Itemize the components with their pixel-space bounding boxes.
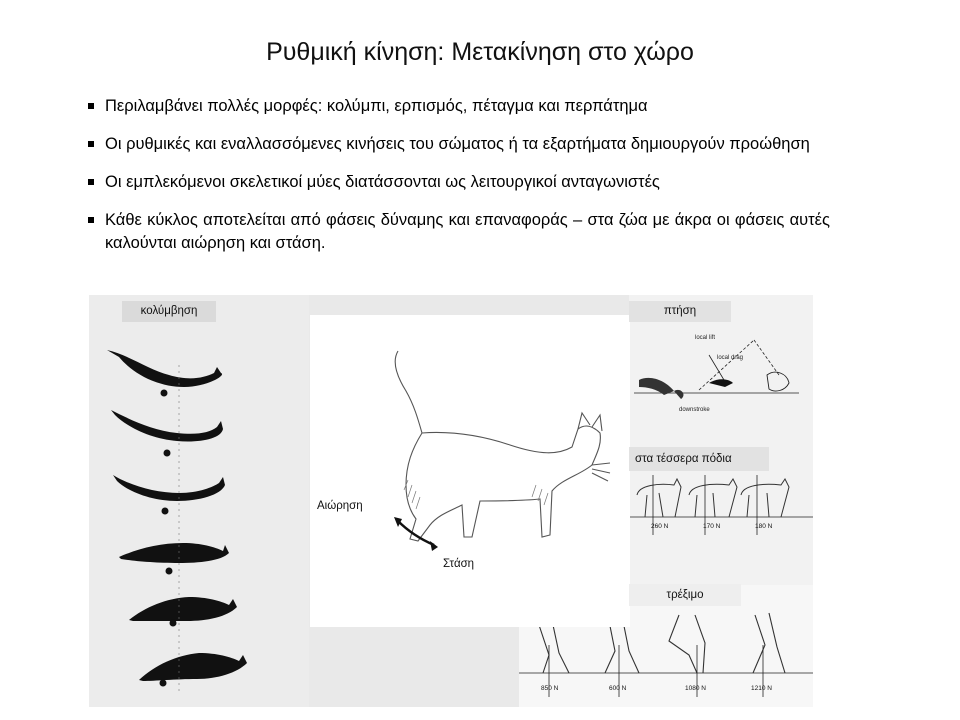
force-label: 170 N	[703, 523, 721, 530]
locomotion-figure	[89, 295, 813, 707]
force-label: 1210 N	[751, 685, 772, 692]
swimming-fish-sequence	[89, 295, 309, 707]
force-label: 1080 N	[685, 685, 706, 692]
cat-walking-panel	[310, 315, 630, 627]
fish-silhouette	[139, 653, 247, 687]
note-local-drag: local drag	[717, 355, 744, 361]
label-quadruped: στα τέσσερα πόδια	[629, 447, 769, 471]
force-label: 260 N	[651, 523, 669, 530]
bullet-text: Οι ρυθμικές και εναλλασσόμενες κινήσεις του σώματος ή τα εξαρτήματα δημιουργούν προώθηση	[105, 135, 810, 153]
bullet-text: Οι εμπλεκόμενοι σκελετικοί μύες διατάσσονται ως λειτουργικοί ανταγωνιστές	[105, 173, 660, 191]
label-swimming: κολύμβηση	[122, 301, 216, 322]
fish-silhouette	[107, 350, 222, 397]
fish-silhouette	[119, 543, 229, 575]
force-label: 180 N	[755, 523, 773, 530]
bullet-item	[88, 95, 830, 118]
bullet-text: Κάθε κύκλος αποτελείται από φάσεις δύναμης και επαναφοράς – στα ζώα με άκρα οι φάσεις αυτές καλούνται αιώρηση και στάση.	[105, 211, 830, 252]
square-bullet-icon	[88, 179, 94, 185]
note-downstroke: downstroke	[679, 407, 710, 413]
fish-silhouette	[111, 410, 223, 457]
label-swing-phase: Αιώρηση	[317, 500, 363, 512]
note-local-lift: local lift	[695, 335, 716, 341]
label-stance-phase: Στάση	[443, 558, 475, 570]
label-flight: πτήση	[629, 301, 731, 322]
square-bullet-icon	[88, 217, 94, 223]
swimming-panel	[89, 295, 309, 707]
fish-silhouette	[129, 597, 237, 627]
slide-title: Ρυθμική κίνηση: Μετακίνηση στο χώρο	[266, 38, 694, 66]
bullet-list	[88, 95, 830, 270]
square-bullet-icon	[88, 141, 94, 147]
square-bullet-icon	[88, 103, 94, 109]
fish-silhouette	[113, 475, 225, 515]
bullet-item	[88, 171, 830, 194]
bullet-item	[88, 133, 830, 156]
bullet-item	[88, 209, 830, 255]
force-label: 850 N	[541, 685, 559, 692]
label-running: τρέξιμο	[629, 584, 741, 606]
walking-cat-drawing	[310, 315, 630, 627]
force-label: 600 N	[609, 685, 627, 692]
bullet-text: Περιλαμβάνει πολλές μορφές: κολύμπι, ερπισμός, πέταγμα και περπάτημα	[105, 97, 648, 115]
